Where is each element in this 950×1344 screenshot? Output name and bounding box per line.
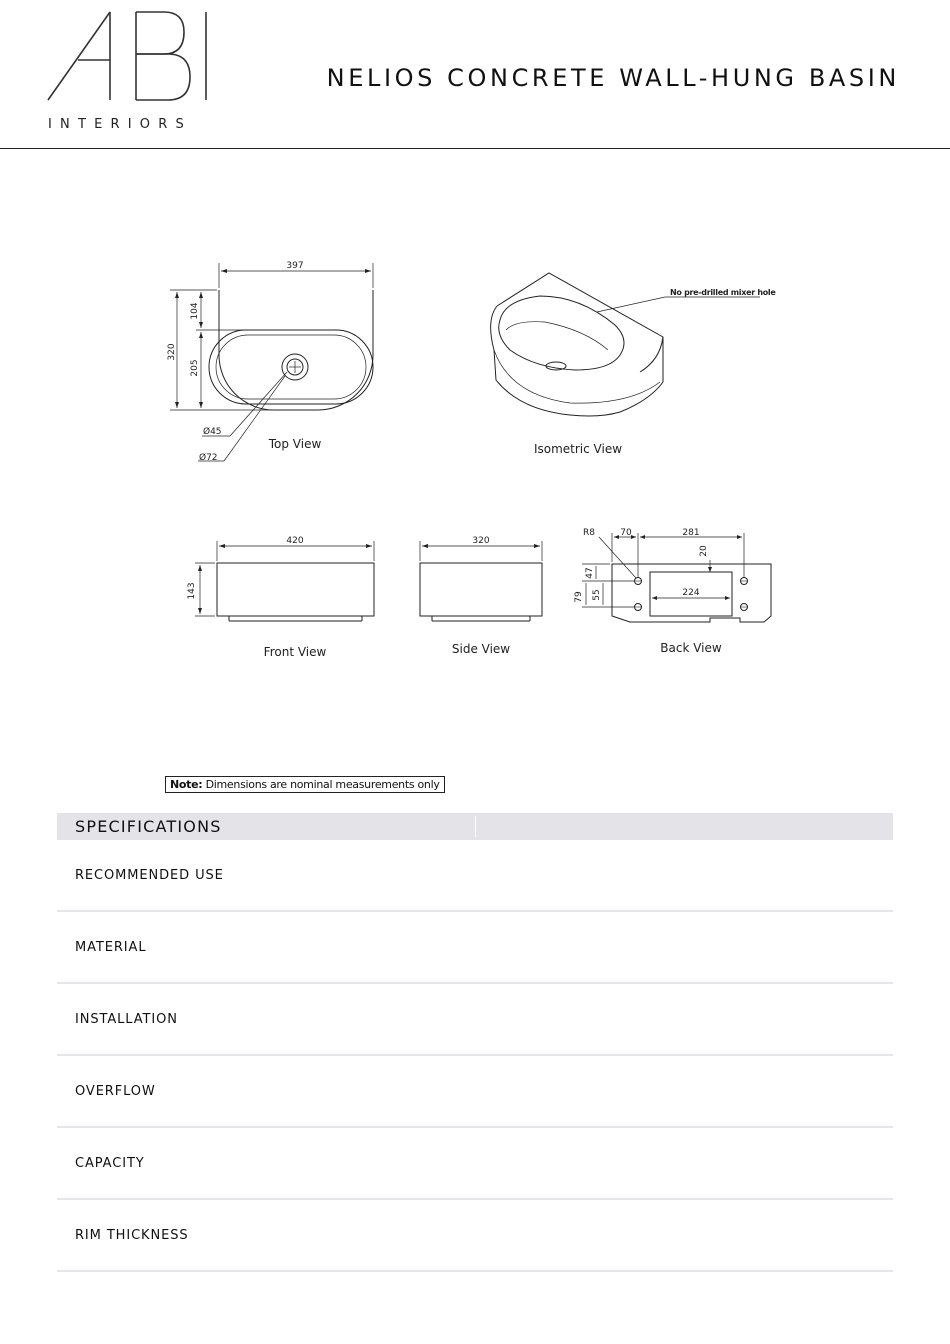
- spec-row-rim-thickness: [57, 1200, 893, 1272]
- spec-label: INSTALLATION: [75, 1012, 178, 1027]
- spec-label: OVERFLOW: [75, 1084, 156, 1099]
- mixer-hole-callout: No pre-drilled mixer hole: [670, 288, 776, 297]
- spec-row-capacity: [57, 1128, 893, 1200]
- spec-row-material: [57, 912, 893, 984]
- back-view-top-dim: 20: [699, 545, 709, 557]
- note-label: Note:: [170, 778, 203, 791]
- front-view-width-dim: 420: [286, 536, 304, 546]
- header-column-divider: [475, 816, 476, 837]
- side-view-caption: Side View: [451, 642, 511, 656]
- back-view-total-dim: 79: [574, 591, 584, 603]
- front-view-caption: Front View: [263, 645, 327, 659]
- top-view-rear-dim: 104: [190, 302, 200, 320]
- specifications-header: [57, 813, 893, 840]
- front-view-height-dim: 143: [187, 582, 197, 600]
- spec-label: RECOMMENDED USE: [75, 868, 224, 883]
- top-view-caption: Top View: [268, 437, 322, 451]
- spec-label: CAPACITY: [75, 1156, 145, 1171]
- side-view-drawing: [420, 541, 542, 621]
- spec-row-recommended-use: [57, 840, 893, 912]
- back-view-drawing: [582, 533, 771, 622]
- specifications-title: SPECIFICATIONS: [75, 817, 222, 836]
- waste-inner-dim: Ø45: [203, 427, 222, 437]
- logo-subtitle: INTERIORS: [48, 117, 192, 132]
- note-text: Dimensions are nominal measurements only: [205, 778, 440, 791]
- back-view-lower-dim: 55: [592, 589, 602, 601]
- back-view-edge-dim: 70: [620, 528, 632, 538]
- top-view-width-dim: 397: [286, 261, 304, 271]
- technical-drawing: [0, 150, 950, 690]
- front-view-drawing: [195, 541, 374, 621]
- abi-logo-mark: [44, 10, 214, 110]
- top-view-depth-dim: 320: [167, 343, 177, 361]
- side-view-depth-dim: 320: [472, 536, 490, 546]
- spec-label: RIM THICKNESS: [75, 1228, 189, 1243]
- waste-outer-dim: Ø72: [199, 453, 218, 463]
- back-view-slot-dim: 224: [682, 588, 700, 598]
- back-view-upper-dim: 47: [585, 567, 595, 579]
- page-title: NELIOS CONCRETE WALL-HUNG BASIN: [326, 64, 900, 92]
- header-divider: [0, 148, 950, 149]
- spec-label: MATERIAL: [75, 940, 147, 955]
- dimensions-note: [165, 776, 445, 793]
- isometric-view-caption: Isometric View: [533, 442, 623, 456]
- top-view-drawing: [170, 263, 373, 461]
- spec-row-overflow: [57, 1056, 893, 1128]
- spec-row-installation: [57, 984, 893, 1056]
- back-view-radius-dim: R8: [583, 528, 595, 538]
- specifications-table: [57, 813, 893, 1272]
- back-view-caption: Back View: [660, 641, 722, 655]
- back-view-span-dim: 281: [682, 528, 700, 538]
- top-view-bowl-dim: 205: [190, 359, 200, 377]
